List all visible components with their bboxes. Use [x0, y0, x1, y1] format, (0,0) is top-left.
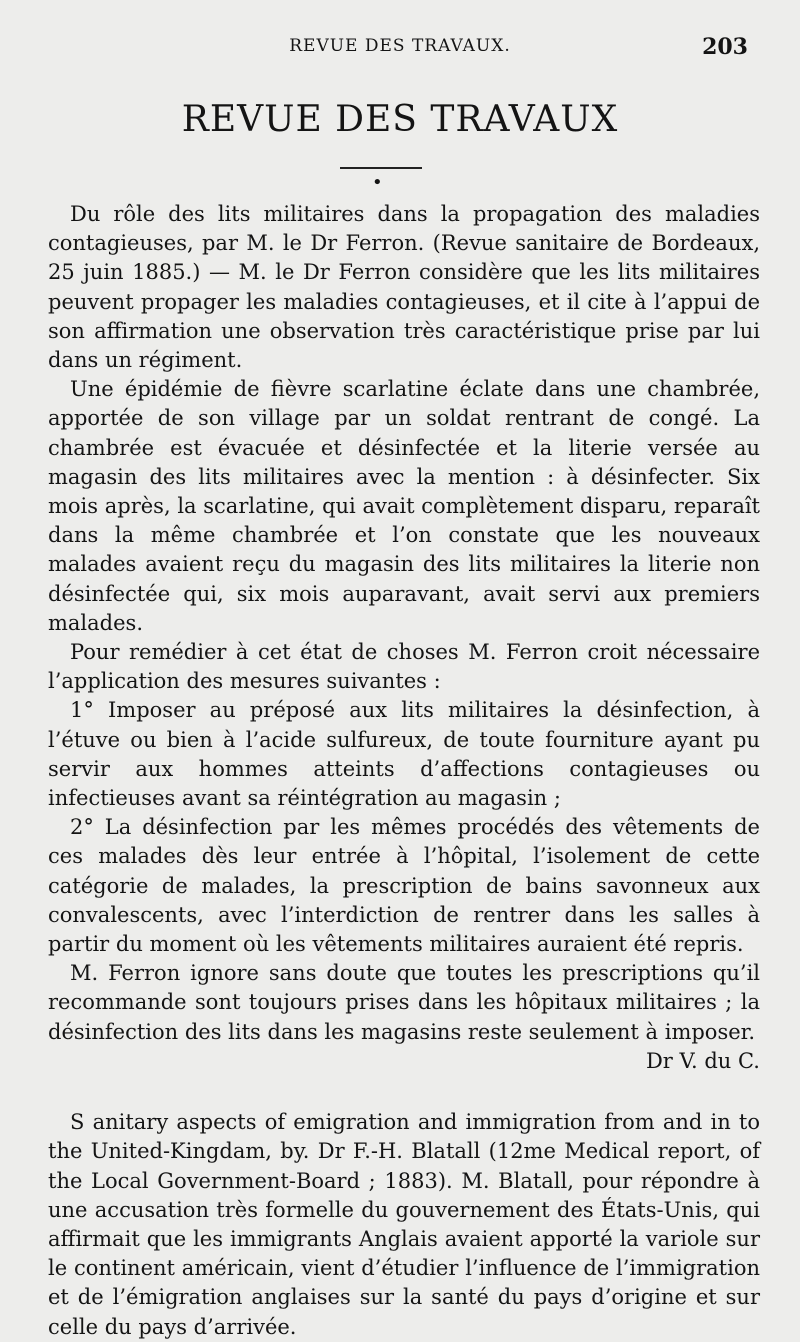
article1-paragraph-3: Pour remédier à cet état de choses M. Ferron croit nécessaire l’application des mesures suivantes :: [48, 640, 760, 694]
running-title: REVUE DES TRAVAUX.: [289, 36, 511, 56]
signature: Dr V. du C.: [645, 1048, 760, 1073]
body-text: [48, 200, 760, 1342]
article1-paragraph-5: 2° La désinfection par les mêmes procédés des vêtements de ces malades dès leur entrée à l’hôpital, l’isolement de cette catégorie de malades, la prescription de bains savonneux aux convalescents, avec l’interdiction de rentrer dans les salles à partir du moment où les vêtements militaires auraient été repris.: [48, 815, 760, 957]
signature-line: [48, 1047, 760, 1076]
running-header: [40, 34, 760, 62]
article1-paragraph-4: 1° Imposer au préposé aux lits militaires la désinfection, à l’étuve ou bien à l’acide sulfureux, de toute fourniture ayant pu servir aux hommes atteints d’affections contagieuses ou infectieuses avant sa réintégration au magasin ;: [48, 698, 760, 811]
article-separator: [48, 1076, 760, 1108]
article2-paragraph: S anitary aspects of emigration and immigration from and in to the United-Kingdam, by. Dr F.-H. Blatall (12me Medical report, of the Local Government-Board ; 1883). M. Blatall, pour répondre à une accusation très formelle du gouvernement des États-Unis, qui affirmait que les immigrants Anglais avaient apporté la variole sur le continent américain, vient d’étudier l’influence de l’immigration et de l’émigration anglaises sur la santé du pays d’origine et sur celle du pays d’arrivée.: [48, 1110, 760, 1339]
article1-paragraph-2: Une épidémie de fièvre scarlatine éclate dans une chambrée, apportée de son village par un soldat rentrant de congé. La chambrée est évacuée et désinfectée et la literie versée au magasin des lits militaires avec la mention : à désinfecter. Six mois après, la scarlatine, qui avait complètement disparu, reparaît dans la même chambrée et l’on constate que les nouveaux malades avaient reçu du magasin des lits militaires la literie non désinfectée qui, six mois auparavant, avait servi aux premiers malades.: [48, 377, 760, 635]
page-title: REVUE DES TRAVAUX: [181, 99, 619, 140]
page-number: 203: [702, 34, 748, 60]
divider-dot: •: [372, 172, 383, 193]
article1-paragraph-6: M. Ferron ignore sans doute que toutes les prescriptions qu’il recommande sont toujours prises dans les hôpitaux militaires ; la désinfection des lits dans les magasins reste seulement à imposer.: [48, 961, 760, 1044]
article1-paragraph-1: Du rôle des lits militaires dans la propagation des maladies contagieuses, par M. le Dr Ferron. (Revue sanitaire de Bordeaux, 25 juin 1885.) — M. le Dr Ferron considère que les lits militaires peuvent propager les maladies contagieuses, et il cite à l’appui de son affirmation une observation très caractéristique prise par lui dans un régiment.: [48, 202, 760, 373]
title-divider: [340, 167, 422, 169]
